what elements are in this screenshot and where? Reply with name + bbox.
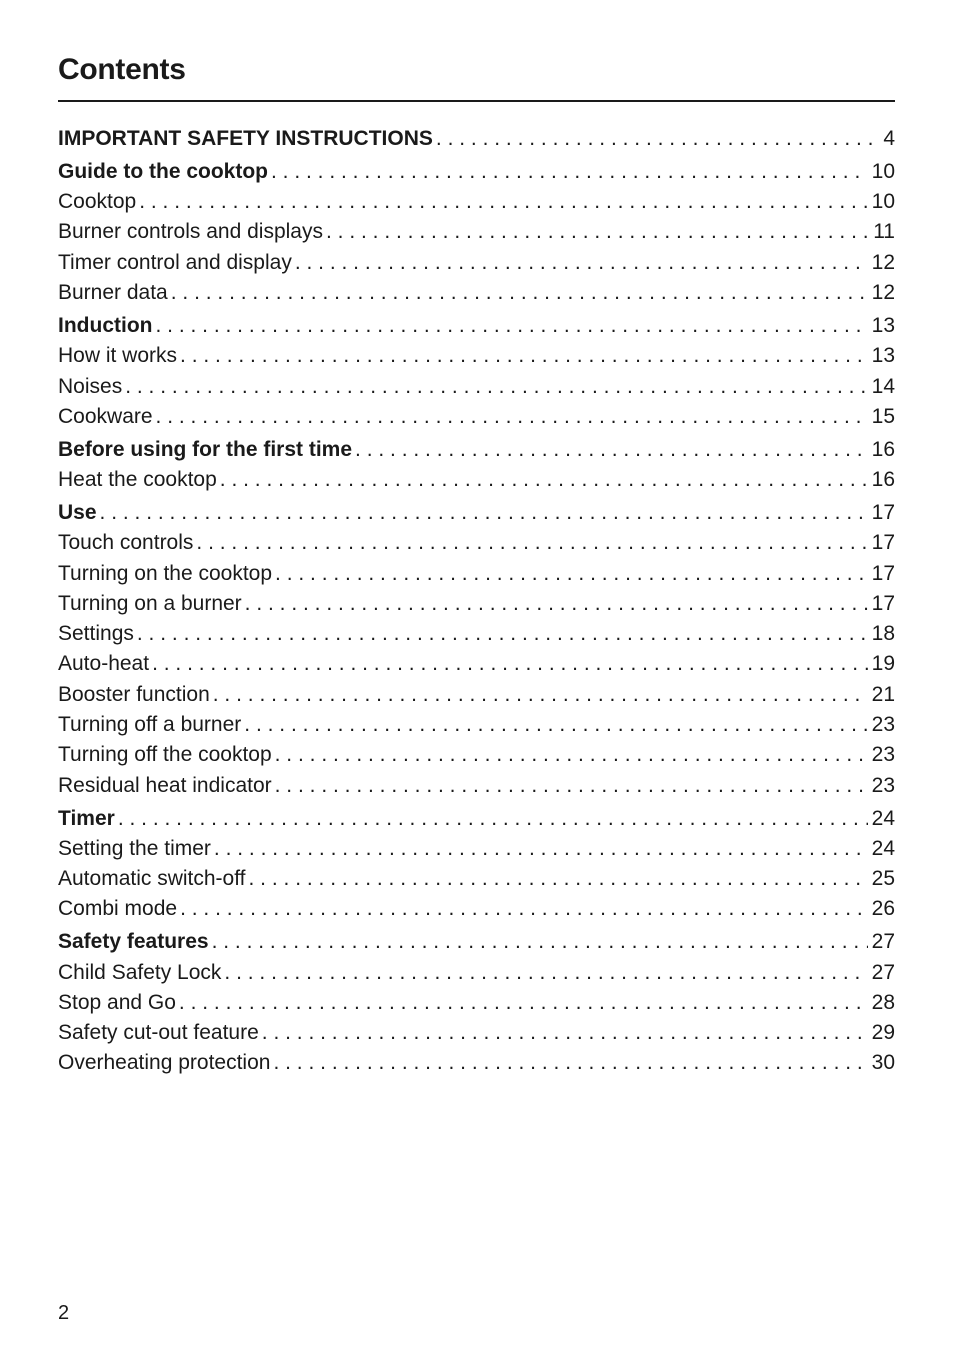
toc-entry-label: Noises — [58, 374, 123, 398]
toc-entry-label: Safety features — [58, 930, 209, 954]
toc-entry-label: Overheating protection — [58, 1051, 271, 1075]
dot-leader — [220, 465, 868, 495]
dot-leader — [214, 834, 868, 864]
toc-section-entry[interactable] — [58, 804, 895, 834]
toc-entry-page-number: 17 — [871, 591, 895, 615]
toc-entry-page-number: 24 — [871, 836, 895, 860]
dot-leader — [244, 710, 867, 740]
dot-leader — [137, 619, 868, 649]
toc-entry[interactable] — [58, 1018, 895, 1048]
toc-entry-page-number: 19 — [871, 652, 895, 676]
toc-entry-label: Induction — [58, 313, 153, 337]
toc-entry-label: Timer control and display — [58, 250, 292, 274]
toc-entry-label: Burner controls and displays — [58, 220, 323, 244]
dot-leader — [271, 157, 868, 187]
dot-leader — [436, 124, 879, 154]
dot-leader — [355, 435, 868, 465]
dot-leader — [196, 528, 867, 558]
dot-leader — [213, 680, 868, 710]
dot-leader — [275, 771, 868, 801]
dot-leader — [245, 589, 868, 619]
dot-leader — [273, 1048, 867, 1078]
toc-entry-page-number: 30 — [871, 1051, 895, 1075]
toc-entry-page-number: 16 — [871, 437, 895, 461]
toc-section-entry[interactable] — [58, 157, 895, 187]
toc-entry-label: Turning off the cooktop — [58, 743, 272, 767]
toc-entry-label: Safety cut-out feature — [58, 1021, 259, 1045]
toc-entry[interactable] — [58, 589, 895, 619]
toc-entry-page-number: 14 — [871, 374, 895, 398]
toc-entry[interactable] — [58, 372, 895, 402]
toc-entry[interactable] — [58, 528, 895, 558]
toc-entry-label: Setting the timer — [58, 836, 211, 860]
toc-entry[interactable] — [58, 402, 895, 432]
toc-entry-label: How it works — [58, 344, 178, 368]
dot-leader — [224, 958, 867, 988]
dot-leader — [249, 864, 868, 894]
toc-entry[interactable] — [58, 894, 895, 924]
toc-entry-label: Booster function — [58, 682, 210, 706]
toc-entry[interactable] — [58, 710, 895, 740]
toc-entry-label: Child Safety Lock — [58, 960, 222, 984]
toc-entry-page-number: 21 — [871, 682, 895, 706]
toc-section-entry[interactable] — [58, 498, 895, 528]
toc-entry-label: Burner data — [58, 281, 168, 305]
toc-entry-page-number: 18 — [871, 622, 895, 646]
toc-entry-page-number: 17 — [871, 531, 895, 555]
toc-entry-page-number: 27 — [871, 960, 895, 984]
dot-leader — [156, 402, 868, 432]
toc-entry-label: Auto-heat — [58, 652, 150, 676]
toc-entry-label: Turning on the cooktop — [58, 561, 273, 585]
toc-entry[interactable] — [58, 217, 895, 247]
toc-entry-page-number: 17 — [871, 500, 895, 524]
toc-entry[interactable] — [58, 1048, 895, 1078]
toc-entry-page-number: 27 — [871, 930, 895, 954]
toc-entry[interactable] — [58, 958, 895, 988]
toc-section-entry[interactable] — [58, 927, 895, 957]
title-divider — [58, 100, 895, 102]
dot-leader — [155, 311, 867, 341]
toc-entry-page-number: 12 — [871, 250, 895, 274]
toc-entry-label: Stop and Go — [58, 990, 176, 1014]
dot-leader — [118, 804, 868, 834]
toc-entry-page-number: 28 — [871, 990, 895, 1014]
page-title: Contents — [58, 53, 186, 86]
toc-entry-page-number: 4 — [883, 127, 895, 150]
toc-entry-page-number: 24 — [871, 806, 895, 830]
toc-entry-page-number: 23 — [871, 773, 895, 797]
dot-leader — [180, 894, 868, 924]
toc-entry-label: Automatic switch-off — [58, 867, 246, 891]
toc-entry-label: Timer — [58, 806, 115, 830]
table-of-contents — [58, 124, 895, 1079]
toc-entry-label: Before using for the first time — [58, 437, 353, 461]
toc-section-entry[interactable] — [58, 124, 895, 154]
page-number: 2 — [58, 1302, 70, 1324]
dot-leader — [179, 988, 868, 1018]
toc-section-entry[interactable] — [58, 435, 895, 465]
toc-section-entry[interactable] — [58, 311, 895, 341]
dot-leader — [180, 341, 868, 371]
toc-entry-page-number: 13 — [871, 313, 895, 337]
toc-entry-label: Heat the cooktop — [58, 468, 217, 492]
toc-entry[interactable] — [58, 988, 895, 1018]
toc-entry-label: Residual heat indicator — [58, 773, 272, 797]
toc-entry[interactable] — [58, 864, 895, 894]
toc-entry[interactable] — [58, 740, 895, 770]
toc-entry-label: Settings — [58, 622, 134, 646]
toc-entry[interactable] — [58, 834, 895, 864]
dot-leader — [295, 248, 868, 278]
toc-entry-page-number: 10 — [871, 190, 895, 214]
toc-entry-page-number: 23 — [871, 743, 895, 767]
toc-entry[interactable] — [58, 680, 895, 710]
toc-entry-page-number: 12 — [871, 281, 895, 305]
toc-entry-label: Combi mode — [58, 897, 178, 921]
toc-entry-page-number: 29 — [871, 1021, 895, 1045]
toc-entry[interactable] — [58, 559, 895, 589]
toc-entry[interactable] — [58, 649, 895, 679]
toc-entry-page-number: 15 — [871, 404, 895, 428]
toc-entry-page-number: 10 — [871, 159, 895, 183]
toc-entry-label: Cooktop — [58, 190, 137, 214]
toc-entry[interactable] — [58, 619, 895, 649]
toc-entry-label: Turning off a burner — [58, 713, 242, 737]
toc-entry-page-number: 23 — [871, 713, 895, 737]
toc-entry-page-number: 16 — [871, 468, 895, 492]
toc-entry-page-number: 25 — [871, 867, 895, 891]
dot-leader — [125, 372, 867, 402]
dot-leader — [100, 498, 868, 528]
toc-entry-page-number: 11 — [873, 220, 895, 244]
toc-entry[interactable] — [58, 187, 895, 217]
dot-leader — [212, 927, 868, 957]
dot-leader — [326, 217, 869, 247]
toc-entry-label: Cookware — [58, 404, 153, 428]
toc-entry-page-number: 13 — [871, 344, 895, 368]
dot-leader — [275, 740, 868, 770]
toc-entry-page-number: 17 — [871, 561, 895, 585]
dot-leader — [139, 187, 867, 217]
toc-entry-label: Touch controls — [58, 531, 194, 555]
toc-entry-label: Use — [58, 500, 97, 524]
toc-entry-label: IMPORTANT SAFETY INSTRUCTIONS — [58, 127, 433, 150]
dot-leader — [275, 559, 868, 589]
toc-entry[interactable] — [58, 341, 895, 371]
dot-leader — [152, 649, 868, 679]
toc-entry-label: Guide to the cooktop — [58, 159, 268, 183]
toc-entry[interactable] — [58, 465, 895, 495]
toc-entry-page-number: 26 — [871, 897, 895, 921]
toc-entry-label: Turning on a burner — [58, 591, 242, 615]
dot-leader — [171, 278, 868, 308]
toc-entry[interactable] — [58, 771, 895, 801]
toc-entry[interactable] — [58, 248, 895, 278]
toc-entry[interactable] — [58, 278, 895, 308]
dot-leader — [262, 1018, 868, 1048]
